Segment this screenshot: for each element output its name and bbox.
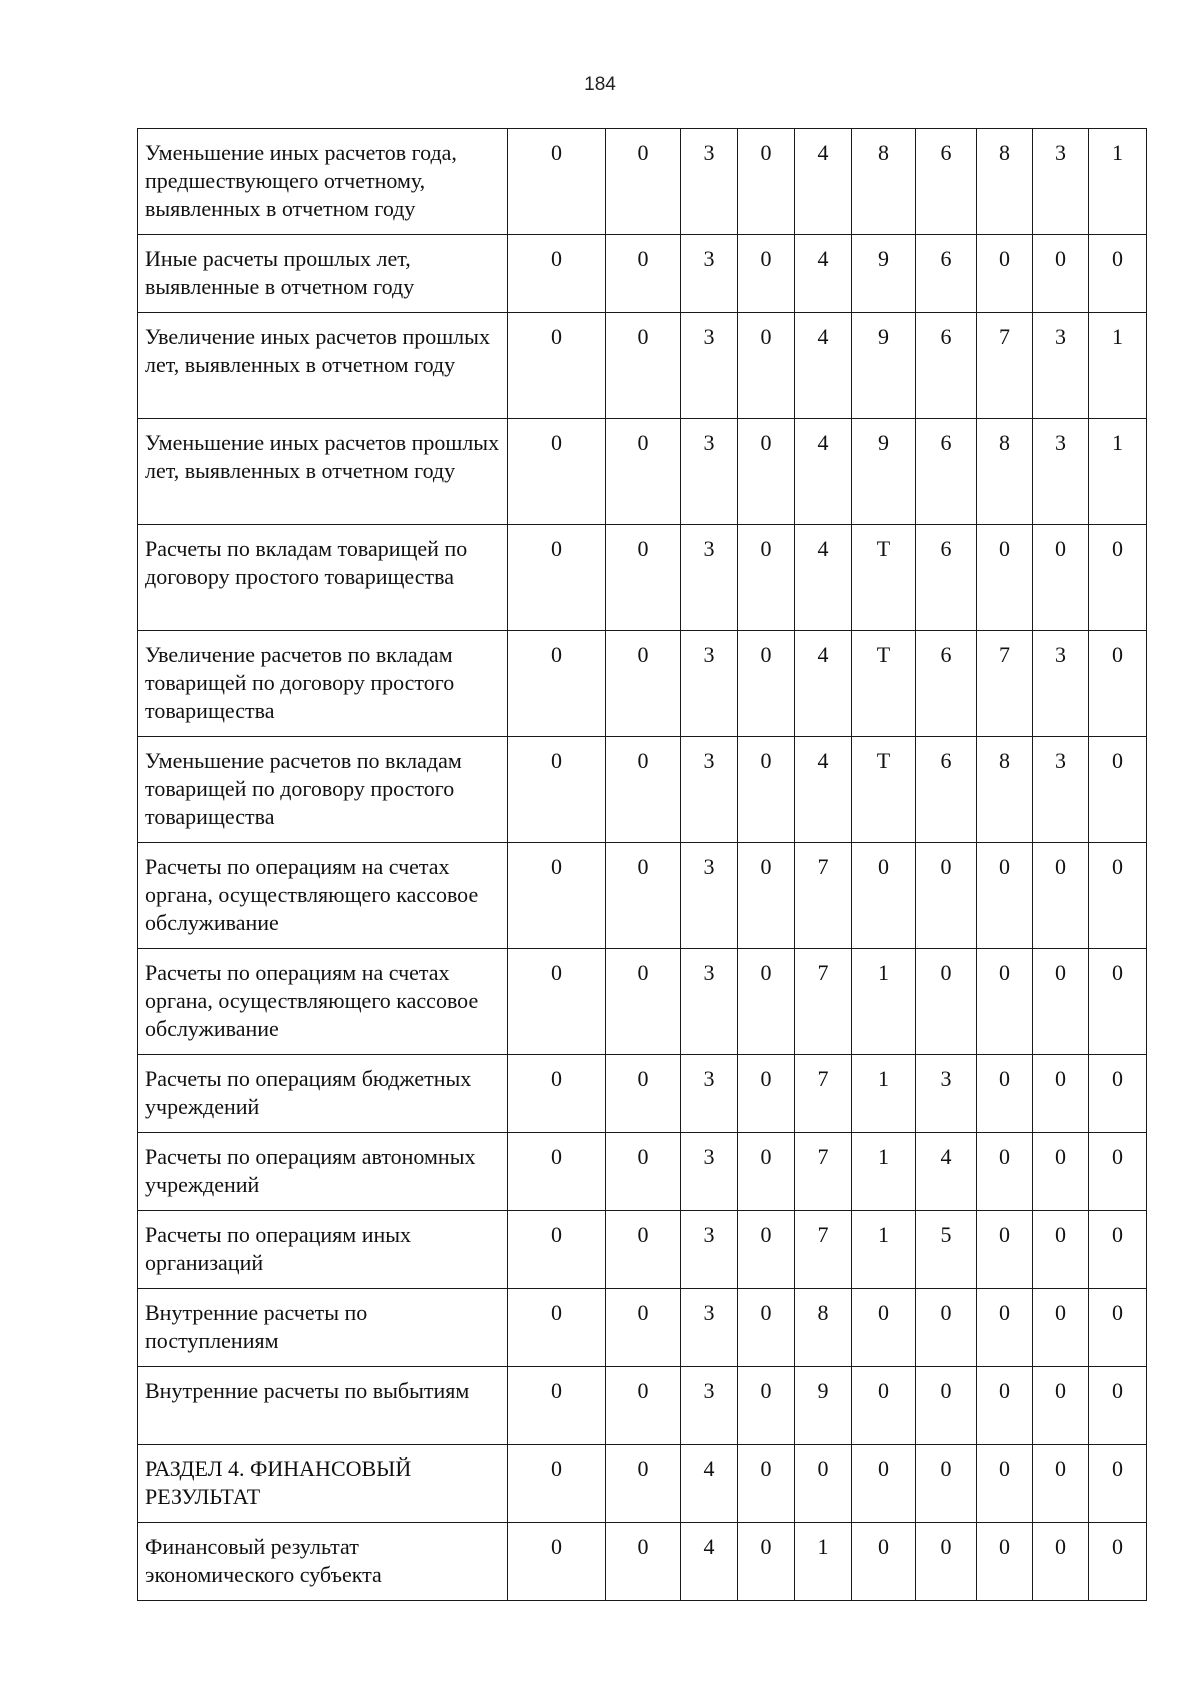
code-digit: 3 bbox=[681, 949, 738, 1055]
code-digit: 0 bbox=[738, 1445, 795, 1523]
code-digit: 3 bbox=[916, 1055, 977, 1133]
code-digit: 0 bbox=[606, 1289, 681, 1367]
code-digit: 1 bbox=[852, 1211, 916, 1289]
code-digit: 0 bbox=[738, 949, 795, 1055]
code-digit: 0 bbox=[738, 419, 795, 525]
code-digit: 0 bbox=[606, 129, 681, 235]
code-digit: 0 bbox=[508, 419, 606, 525]
code-digit: 0 bbox=[1089, 1367, 1147, 1445]
code-digit: 3 bbox=[681, 1211, 738, 1289]
code-digit: 0 bbox=[606, 525, 681, 631]
code-digit: 7 bbox=[795, 1211, 852, 1289]
account-name: Уменьшение расчетов по вкладам товарищей по договору простого товарищества bbox=[138, 737, 508, 843]
code-digit: 0 bbox=[508, 525, 606, 631]
code-digit: 0 bbox=[1033, 1055, 1089, 1133]
code-digit: 0 bbox=[1033, 1367, 1089, 1445]
account-name: Внутренние расчеты по поступлениям bbox=[138, 1289, 508, 1367]
account-name: Расчеты по операциям иных организаций bbox=[138, 1211, 508, 1289]
code-digit: 5 bbox=[916, 1211, 977, 1289]
code-digit: 7 bbox=[795, 949, 852, 1055]
code-digit: 3 bbox=[681, 737, 738, 843]
code-digit: 0 bbox=[1089, 525, 1147, 631]
code-digit: 0 bbox=[916, 1445, 977, 1523]
code-digit: 7 bbox=[977, 313, 1033, 419]
code-digit: 0 bbox=[606, 631, 681, 737]
code-digit: 3 bbox=[1033, 419, 1089, 525]
code-digit: 0 bbox=[606, 1055, 681, 1133]
code-digit: 0 bbox=[606, 1523, 681, 1601]
code-digit: 0 bbox=[738, 235, 795, 313]
code-digit: 4 bbox=[681, 1445, 738, 1523]
code-digit: 0 bbox=[1089, 1445, 1147, 1523]
table-row bbox=[138, 525, 1147, 631]
section-heading: РАЗДЕЛ 4. ФИНАНСОВЫЙ РЕЗУЛЬТАТ bbox=[138, 1445, 508, 1523]
code-digit: 0 bbox=[852, 1289, 916, 1367]
code-digit: 1 bbox=[852, 1133, 916, 1211]
code-digit: Т bbox=[852, 631, 916, 737]
code-digit: 0 bbox=[508, 1523, 606, 1601]
code-digit: 0 bbox=[1033, 1289, 1089, 1367]
table-row bbox=[138, 737, 1147, 843]
table-row bbox=[138, 419, 1147, 525]
table-row bbox=[138, 1445, 1147, 1523]
account-name: Расчеты по операциям автономных учреждений bbox=[138, 1133, 508, 1211]
code-digit: 3 bbox=[681, 1367, 738, 1445]
account-name: Внутренние расчеты по выбытиям bbox=[138, 1367, 508, 1445]
code-digit: 3 bbox=[681, 129, 738, 235]
code-digit: 0 bbox=[977, 1133, 1033, 1211]
code-digit: 0 bbox=[977, 525, 1033, 631]
code-digit: 3 bbox=[1033, 313, 1089, 419]
code-digit: 3 bbox=[1033, 129, 1089, 235]
code-digit: 0 bbox=[606, 1445, 681, 1523]
code-digit: 0 bbox=[977, 1445, 1033, 1523]
code-digit: 0 bbox=[738, 1211, 795, 1289]
code-digit: 0 bbox=[1033, 1445, 1089, 1523]
table-row bbox=[138, 1367, 1147, 1445]
code-digit: 0 bbox=[738, 843, 795, 949]
code-digit: 9 bbox=[852, 235, 916, 313]
code-digit: 4 bbox=[916, 1133, 977, 1211]
code-digit: 0 bbox=[606, 419, 681, 525]
code-digit: 0 bbox=[508, 949, 606, 1055]
code-digit: 9 bbox=[852, 313, 916, 419]
code-digit: 0 bbox=[795, 1445, 852, 1523]
code-digit: 0 bbox=[1089, 631, 1147, 737]
code-digit: 3 bbox=[1033, 631, 1089, 737]
account-name: Увеличение иных расчетов прошлых лет, выявленных в отчетном году bbox=[138, 313, 508, 419]
code-digit: 0 bbox=[977, 1289, 1033, 1367]
code-digit: 7 bbox=[795, 1133, 852, 1211]
code-digit: 6 bbox=[916, 737, 977, 843]
code-digit: 1 bbox=[1089, 419, 1147, 525]
code-digit: 0 bbox=[508, 1055, 606, 1133]
code-digit: 0 bbox=[1033, 1133, 1089, 1211]
code-digit: 6 bbox=[916, 235, 977, 313]
code-digit: 0 bbox=[738, 1055, 795, 1133]
code-digit: 3 bbox=[681, 1133, 738, 1211]
code-digit: 4 bbox=[795, 737, 852, 843]
code-digit: 0 bbox=[508, 1133, 606, 1211]
page-number: 184 bbox=[584, 74, 616, 95]
code-digit: 0 bbox=[1089, 1055, 1147, 1133]
code-digit: 0 bbox=[977, 949, 1033, 1055]
account-name: Финансовый результат экономического субъекта bbox=[138, 1523, 508, 1601]
code-digit: 4 bbox=[795, 525, 852, 631]
code-digit: 0 bbox=[508, 1289, 606, 1367]
code-digit: 0 bbox=[1089, 843, 1147, 949]
code-digit: 0 bbox=[1089, 235, 1147, 313]
code-digit: 0 bbox=[738, 1289, 795, 1367]
code-digit: 0 bbox=[738, 1133, 795, 1211]
code-digit: 7 bbox=[795, 1055, 852, 1133]
code-digit: 0 bbox=[977, 843, 1033, 949]
code-digit: 0 bbox=[606, 1133, 681, 1211]
code-digit: 4 bbox=[795, 419, 852, 525]
code-digit: 7 bbox=[795, 843, 852, 949]
code-digit: 0 bbox=[738, 313, 795, 419]
code-digit: 0 bbox=[508, 313, 606, 419]
code-digit: 0 bbox=[508, 737, 606, 843]
code-digit: 0 bbox=[852, 1445, 916, 1523]
code-digit: 0 bbox=[977, 1523, 1033, 1601]
table-row bbox=[138, 1523, 1147, 1601]
code-digit: 0 bbox=[738, 1523, 795, 1601]
code-digit: 0 bbox=[1033, 235, 1089, 313]
code-digit: 6 bbox=[916, 129, 977, 235]
code-digit: Т bbox=[852, 737, 916, 843]
code-digit: Т bbox=[852, 525, 916, 631]
account-name: Иные расчеты прошлых лет, выявленные в отчетном году bbox=[138, 235, 508, 313]
code-digit: 8 bbox=[852, 129, 916, 235]
code-digit: 3 bbox=[681, 313, 738, 419]
code-digit: 6 bbox=[916, 419, 977, 525]
table-row bbox=[138, 235, 1147, 313]
code-digit: 0 bbox=[1033, 949, 1089, 1055]
table-row bbox=[138, 1211, 1147, 1289]
code-digit: 0 bbox=[1033, 843, 1089, 949]
code-digit: 0 bbox=[508, 235, 606, 313]
code-digit: 3 bbox=[1033, 737, 1089, 843]
code-digit: 0 bbox=[738, 1367, 795, 1445]
code-digit: 3 bbox=[681, 1055, 738, 1133]
code-digit: 3 bbox=[681, 843, 738, 949]
account-name: Уменьшение иных расчетов прошлых лет, выявленных в отчетном году bbox=[138, 419, 508, 525]
code-digit: 4 bbox=[795, 631, 852, 737]
code-digit: 3 bbox=[681, 1289, 738, 1367]
code-digit: 0 bbox=[1089, 1133, 1147, 1211]
account-name: Расчеты по операциям на счетах органа, осуществляющего кассовое обслуживание bbox=[138, 843, 508, 949]
code-digit: 0 bbox=[916, 949, 977, 1055]
code-digit: 0 bbox=[977, 235, 1033, 313]
code-digit: 0 bbox=[916, 1367, 977, 1445]
code-digit: 0 bbox=[916, 1289, 977, 1367]
code-digit: 1 bbox=[852, 1055, 916, 1133]
code-digit: 0 bbox=[508, 631, 606, 737]
code-digit: 3 bbox=[681, 525, 738, 631]
code-digit: 8 bbox=[977, 129, 1033, 235]
account-name: Расчеты по операциям бюджетных учреждений bbox=[138, 1055, 508, 1133]
code-digit: 0 bbox=[1089, 1289, 1147, 1367]
code-digit: 0 bbox=[508, 1367, 606, 1445]
table-row bbox=[138, 129, 1147, 235]
code-digit: 9 bbox=[852, 419, 916, 525]
code-digit: 8 bbox=[795, 1289, 852, 1367]
account-name: Увеличение расчетов по вкладам товарищей по договору простого товарищества bbox=[138, 631, 508, 737]
table-row bbox=[138, 1055, 1147, 1133]
code-digit: 0 bbox=[508, 1211, 606, 1289]
account-name: Расчеты по операциям на счетах органа, осуществляющего кассовое обслуживание bbox=[138, 949, 508, 1055]
code-digit: 0 bbox=[916, 1523, 977, 1601]
table-row bbox=[138, 313, 1147, 419]
code-digit: 0 bbox=[508, 1445, 606, 1523]
table-row bbox=[138, 1289, 1147, 1367]
code-digit: 4 bbox=[795, 235, 852, 313]
code-digit: 0 bbox=[977, 1055, 1033, 1133]
account-name: Уменьшение иных расчетов года, предшествующего отчетному, выявленных в отчетном году bbox=[138, 129, 508, 235]
code-digit: 3 bbox=[681, 419, 738, 525]
code-digit: 0 bbox=[606, 1367, 681, 1445]
code-digit: 4 bbox=[795, 129, 852, 235]
code-digit: 0 bbox=[606, 1211, 681, 1289]
code-digit: 1 bbox=[1089, 129, 1147, 235]
code-digit: 1 bbox=[852, 949, 916, 1055]
code-digit: 0 bbox=[852, 1367, 916, 1445]
code-digit: 8 bbox=[977, 737, 1033, 843]
code-digit: 0 bbox=[606, 949, 681, 1055]
code-digit: 4 bbox=[681, 1523, 738, 1601]
table-row bbox=[138, 949, 1147, 1055]
code-digit: 0 bbox=[1089, 949, 1147, 1055]
code-digit: 8 bbox=[977, 419, 1033, 525]
code-digit: 0 bbox=[1089, 1523, 1147, 1601]
code-digit: 0 bbox=[606, 843, 681, 949]
code-digit: 1 bbox=[1089, 313, 1147, 419]
code-digit: 9 bbox=[795, 1367, 852, 1445]
code-digit: 0 bbox=[916, 843, 977, 949]
code-digit: 7 bbox=[977, 631, 1033, 737]
code-digit: 0 bbox=[508, 843, 606, 949]
account-name: Расчеты по вкладам товарищей по договору простого товарищества bbox=[138, 525, 508, 631]
table-row bbox=[138, 631, 1147, 737]
table-row bbox=[138, 1133, 1147, 1211]
code-digit: 1 bbox=[795, 1523, 852, 1601]
code-digit: 0 bbox=[1033, 525, 1089, 631]
code-digit: 0 bbox=[738, 525, 795, 631]
code-digit: 0 bbox=[738, 631, 795, 737]
code-digit: 0 bbox=[852, 843, 916, 949]
code-digit: 4 bbox=[795, 313, 852, 419]
code-digit: 0 bbox=[738, 129, 795, 235]
code-digit: 0 bbox=[977, 1367, 1033, 1445]
code-digit: 6 bbox=[916, 525, 977, 631]
code-digit: 0 bbox=[738, 737, 795, 843]
code-digit: 6 bbox=[916, 631, 977, 737]
code-digit: 0 bbox=[1089, 1211, 1147, 1289]
code-digit: 0 bbox=[1033, 1211, 1089, 1289]
code-digit: 0 bbox=[606, 313, 681, 419]
code-digit: 3 bbox=[681, 235, 738, 313]
account-code-table bbox=[137, 128, 1147, 1601]
code-digit: 0 bbox=[852, 1523, 916, 1601]
table-row bbox=[138, 843, 1147, 949]
code-digit: 0 bbox=[508, 129, 606, 235]
code-digit: 0 bbox=[1089, 737, 1147, 843]
code-digit: 0 bbox=[977, 1211, 1033, 1289]
code-digit: 0 bbox=[606, 737, 681, 843]
code-digit: 3 bbox=[681, 631, 738, 737]
code-digit: 6 bbox=[916, 313, 977, 419]
code-digit: 0 bbox=[606, 235, 681, 313]
code-digit: 0 bbox=[1033, 1523, 1089, 1601]
